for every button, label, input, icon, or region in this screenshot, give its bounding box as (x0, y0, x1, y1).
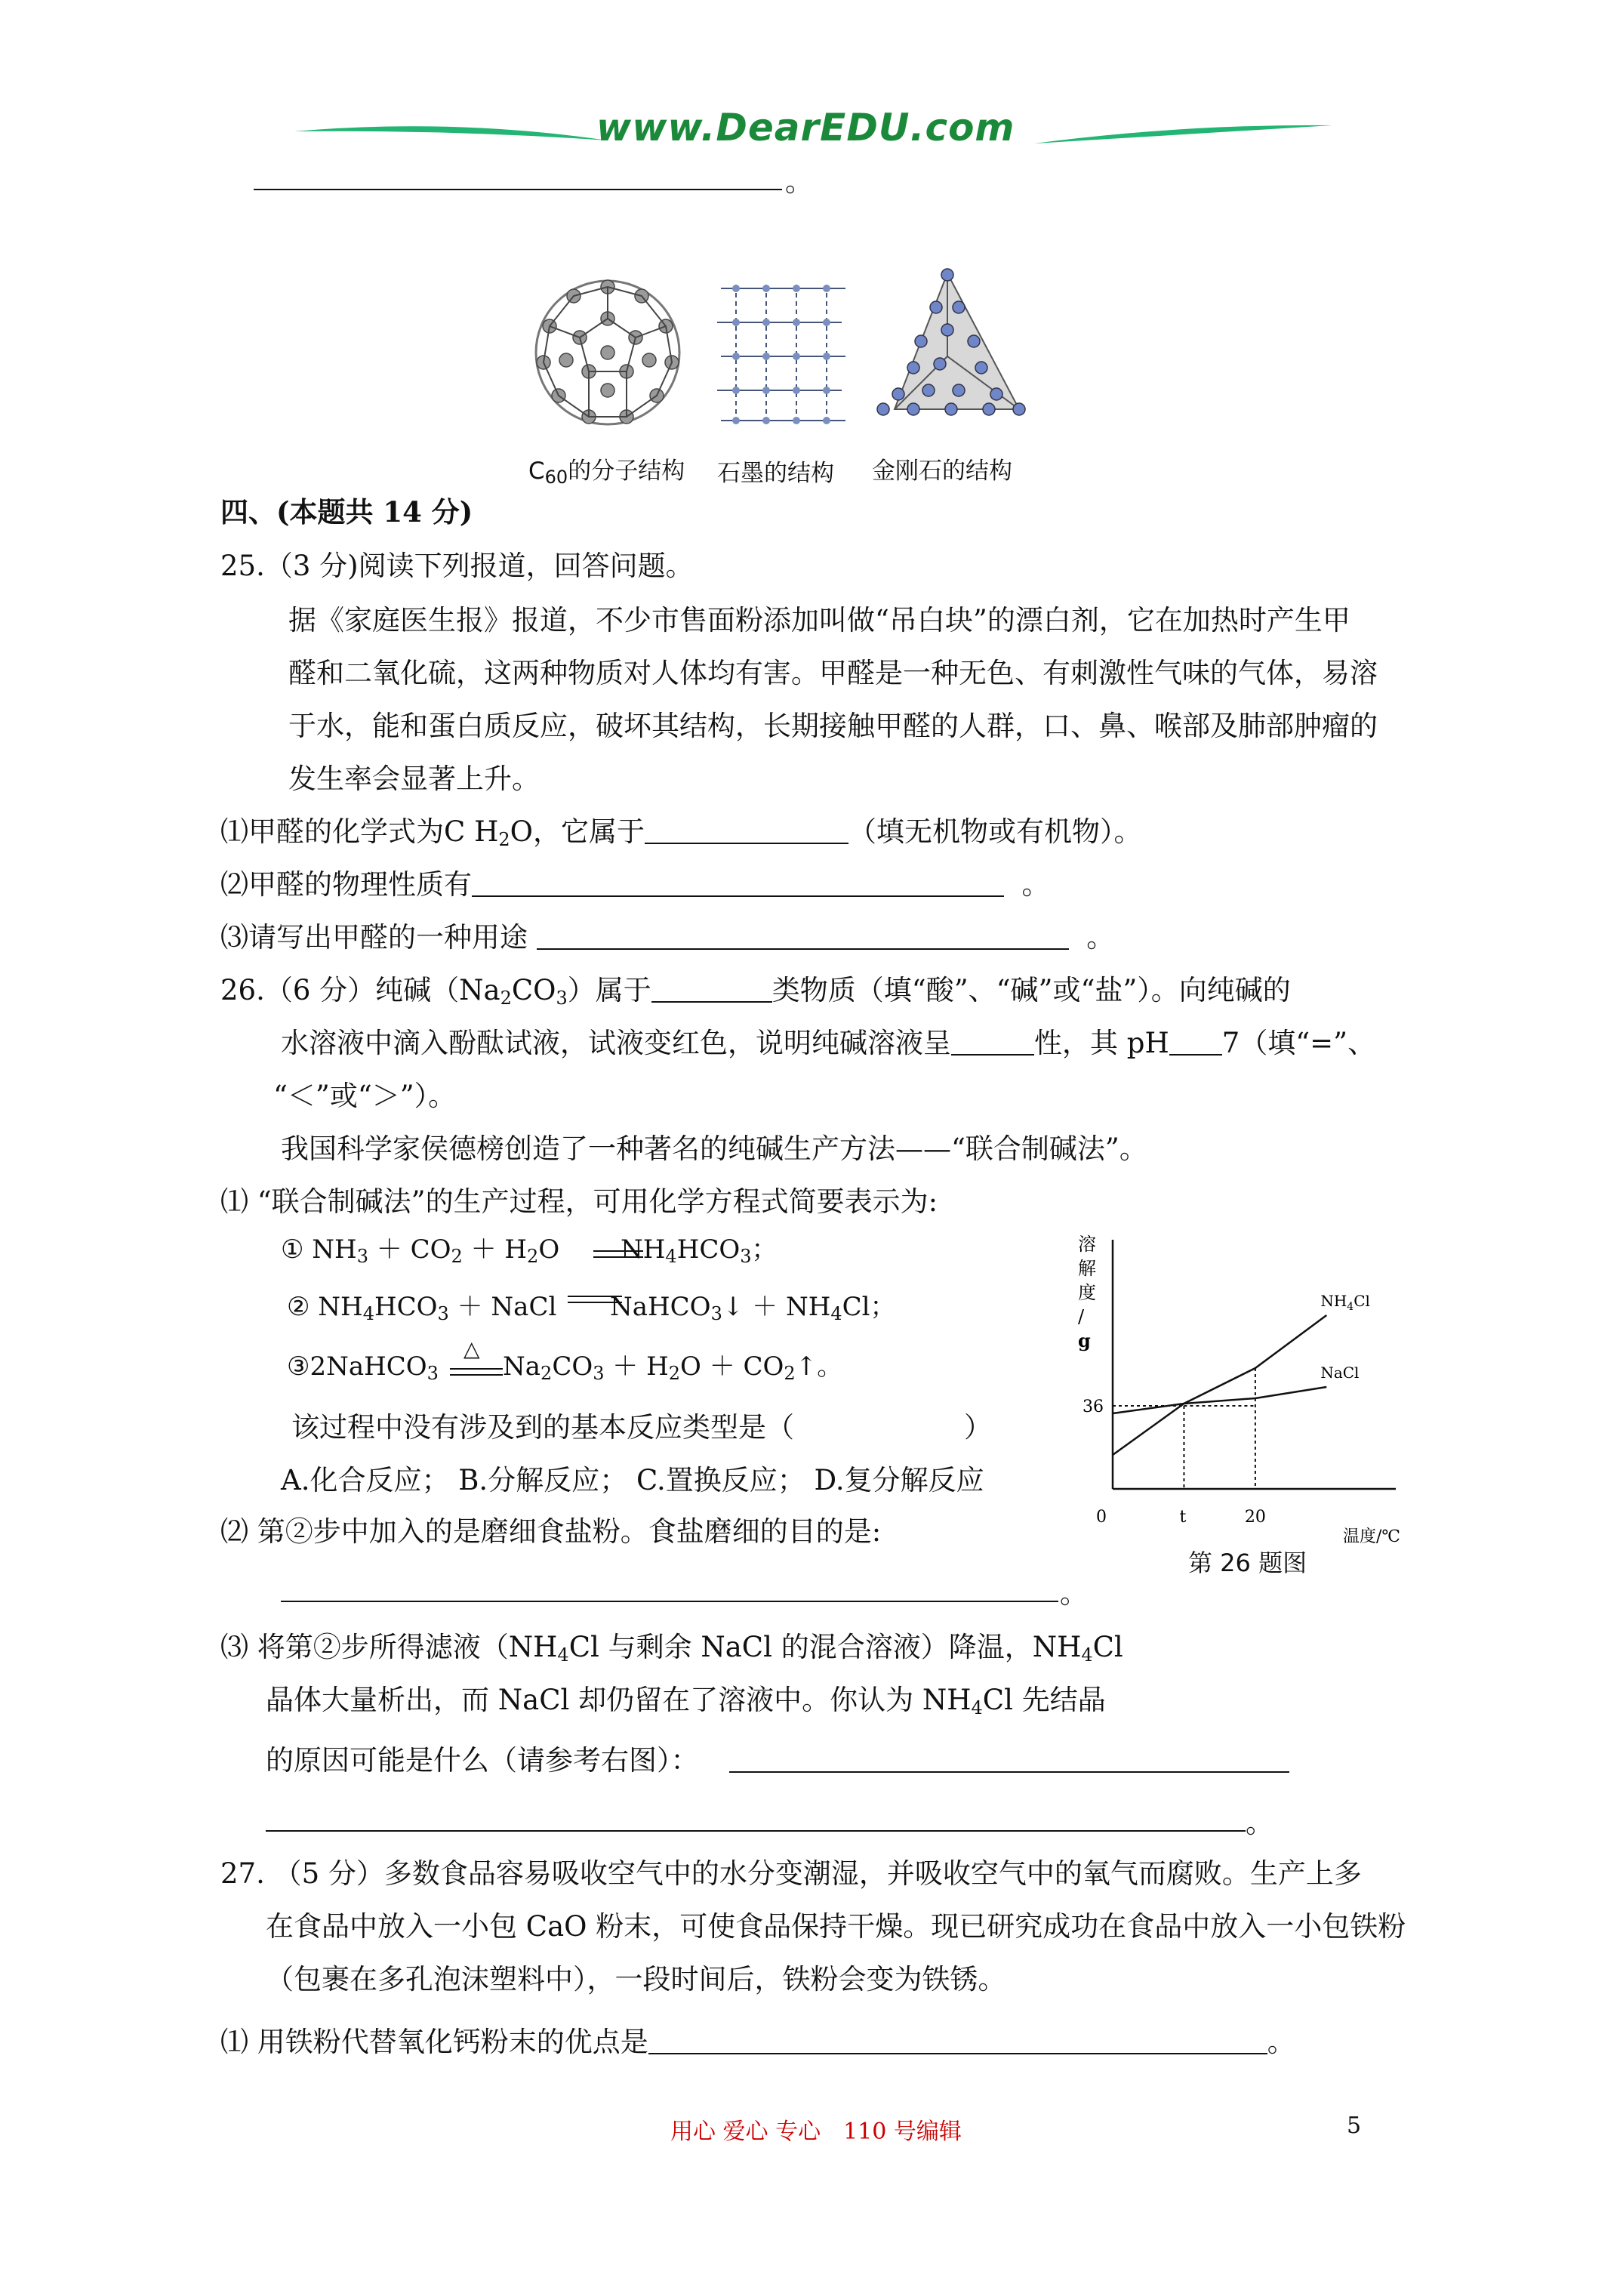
q26-sub3-answer-line-2[interactable] (266, 1830, 1246, 1832)
x-tick-label: 20 (1244, 1508, 1266, 1527)
series-label-nacl: NaCl (1320, 1364, 1360, 1382)
site-logo: www.DearEDU.com (596, 106, 1015, 149)
x-tick-label: t (1179, 1508, 1187, 1527)
caption-diamond: 金刚石的结构 (872, 458, 1012, 485)
q26-line-1: 26.（6 分）纯碱$(Na_2CO_3)$属于 类物质（填“酸”、“碱”或“盐”）。向纯碱的 (220, 974, 1291, 1009)
q26-equation-2-product: NaHCO$_3$↓ ＋ $NH_4Cl$； (610, 1292, 896, 1324)
q26-sub3-answer-line-1[interactable] (729, 1771, 1289, 1773)
q26-equation-1-product: $NH_4HCO_3$； (621, 1234, 778, 1267)
page-number: 5 (1347, 2113, 1362, 2139)
q26-sub2-period: 。 (1060, 1577, 1088, 1610)
q26-ph-blank[interactable] (1169, 1031, 1222, 1056)
eq3-equals-bottom (450, 1374, 503, 1376)
q25-sub1: ⑴甲醛的化学式为C $H_2O$，它属于 （填无机物或有机物）。 (220, 815, 1142, 850)
q25-sub2: ⑵甲醛的物理性质有 。 (220, 868, 1050, 901)
y-axis-label-char: 解 (1078, 1258, 1096, 1279)
q26-line-2: 水溶液中滴入酚酞试液，试液变红色，说明纯碱溶液呈 性，其 pH 7（填“=”、 (281, 1027, 1376, 1059)
y-axis-label-char: 溶 (1078, 1234, 1096, 1255)
q26-equation-2: ② $NH_4HCO_3$ ＋ NaCl (287, 1292, 557, 1324)
top-answer-line (254, 189, 782, 190)
chart-caption: 第 26 题图 (1188, 1549, 1307, 1577)
q26-sub3-line-1: ⑶ 将第②步所得滤液（$NH_4Cl$ 与剩余 NaCl 的混合溶液）降温，$NH_4Cl$ (220, 1631, 1123, 1666)
q25-para-line-4: 发生率会显著上升。 (288, 763, 540, 795)
caption-graphite: 石墨的结构 (717, 460, 834, 487)
q26-line-4: 我国科学家侯德榜创造了一种著名的纯碱生产方法——“联合制碱法”。 (281, 1133, 1147, 1165)
graphite-structure-image (713, 273, 853, 424)
footer-motto: 用心 爱心 专心 110 号编辑 (670, 2119, 962, 2145)
q27-line-3: （包裹在多孔泡沫塑料中），一段时间后，铁粉会变为铁锈。 (266, 1963, 1006, 1996)
header-banner (0, 91, 1623, 174)
q27-sub1: ⑴ 用铁粉代替氧化钙粉末的优点是 。 (220, 2026, 1295, 2058)
y-axis-label-char: 度 (1078, 1282, 1096, 1303)
q26-sub3-line-2: 晶体大量析出，而 NaCl 却仍留在了溶液中。你认为 $NH_4Cl$ 先结晶 (266, 1684, 1106, 1718)
q25-para-line-2: 醛和二氧化硫，这两种物质对人体均有害。甲醛是一种无色、有刺激性气味的气体，易溶 (288, 657, 1378, 689)
series-line-nh4cl (1113, 1315, 1326, 1455)
q25-para-line-1: 据《家庭医生报》报道，不少市售面粉添加叫做“吊白块”的漂白剂，它在加热时产生甲 (288, 604, 1350, 636)
caption-c60: $C_{60}$的分子结构 (528, 458, 685, 488)
q25-sub3-answer-blank[interactable] (537, 926, 1069, 950)
y-tick-label: 36 (1083, 1398, 1104, 1416)
q26-equation-3: ③2NaHCO$_3$ (287, 1351, 439, 1384)
series-line-nacl (1113, 1387, 1326, 1413)
q25-para-line-3: 于水，能和蛋白质反应，破坏其结构，长期接触甲醛的人群，口、鼻、喉部及肺部肿瘤的 (288, 710, 1378, 742)
header-swoosh-right (1034, 110, 1336, 156)
x-axis-label: 温度/℃ (1343, 1527, 1401, 1546)
q26-equation-3-product: $Na_2CO_3 + H_2O$ ＋ $CO_2↑$。 (503, 1351, 843, 1384)
q26-sub1-stem: ⑴ “联合制碱法”的生产过程，可用化学方程式简要表示为: (220, 1185, 938, 1218)
q26-options: A.化合反应； B.分解反应； C.置换反应； D.复分解反应 (281, 1464, 984, 1496)
q26-sub2-answer-line[interactable] (281, 1601, 1058, 1602)
q26-reaction-type-question: 该过程中没有涉及到的基本反应类型是（ ） (291, 1411, 992, 1444)
q26-property-blank[interactable] (951, 1031, 1034, 1056)
y-axis-label-char: / (1078, 1306, 1085, 1327)
top-answer-period: 。 (785, 165, 813, 198)
c60-structure-image (528, 273, 687, 432)
q25-sub2-answer-blank[interactable] (472, 873, 1004, 897)
y-axis-label-char: g (1078, 1330, 1091, 1351)
q26-line-3: “＜”或“＞”）。 (273, 1080, 457, 1112)
header-swoosh-left (294, 110, 611, 156)
eq3-equals-top (450, 1368, 503, 1370)
q27-line-2: 在食品中放入一小包 CaO 粉末，可使食品保持干燥。现已研究成功在食品中放入一小包铁粉 (266, 1910, 1406, 1943)
diamond-structure-image (868, 266, 1030, 421)
q26-sub3-period: 。 (1246, 1807, 1273, 1839)
q25-sub1-answer-blank[interactable] (645, 820, 848, 844)
delta-heat-symbol: △ (463, 1336, 480, 1361)
q26-sub3-line-3: 的原因可能是什么（请参考右图）： (266, 1744, 699, 1777)
origin-label: 0 (1096, 1508, 1107, 1527)
series-label-nh4cl: $NH_4Cl$ (1320, 1292, 1370, 1313)
solubility-chart (1064, 1223, 1412, 1578)
q25-stem: 25.（3 分)阅读下列报道，回答问题。 (220, 550, 694, 582)
section-4-title: 四、(本题共 14 分) (220, 495, 473, 529)
q26-class-blank[interactable] (651, 978, 772, 1003)
q27-sub1-answer-blank[interactable] (648, 2030, 1267, 2054)
q26-equation-1: ① $NH_3 + CO_2 + H_2O$ (281, 1234, 560, 1267)
q27-line-1: 27. （5 分）多数食品容易吸收空气中的水分变潮湿，并吸收空气中的氧气而腐败。生产上多 (220, 1857, 1362, 1890)
q26-sub2-stem: ⑵ 第②步中加入的是磨细食盐粉。食盐磨细的目的是: (220, 1515, 882, 1548)
q25-sub3: ⑶请写出甲醛的一种用途 。 (220, 921, 1115, 954)
